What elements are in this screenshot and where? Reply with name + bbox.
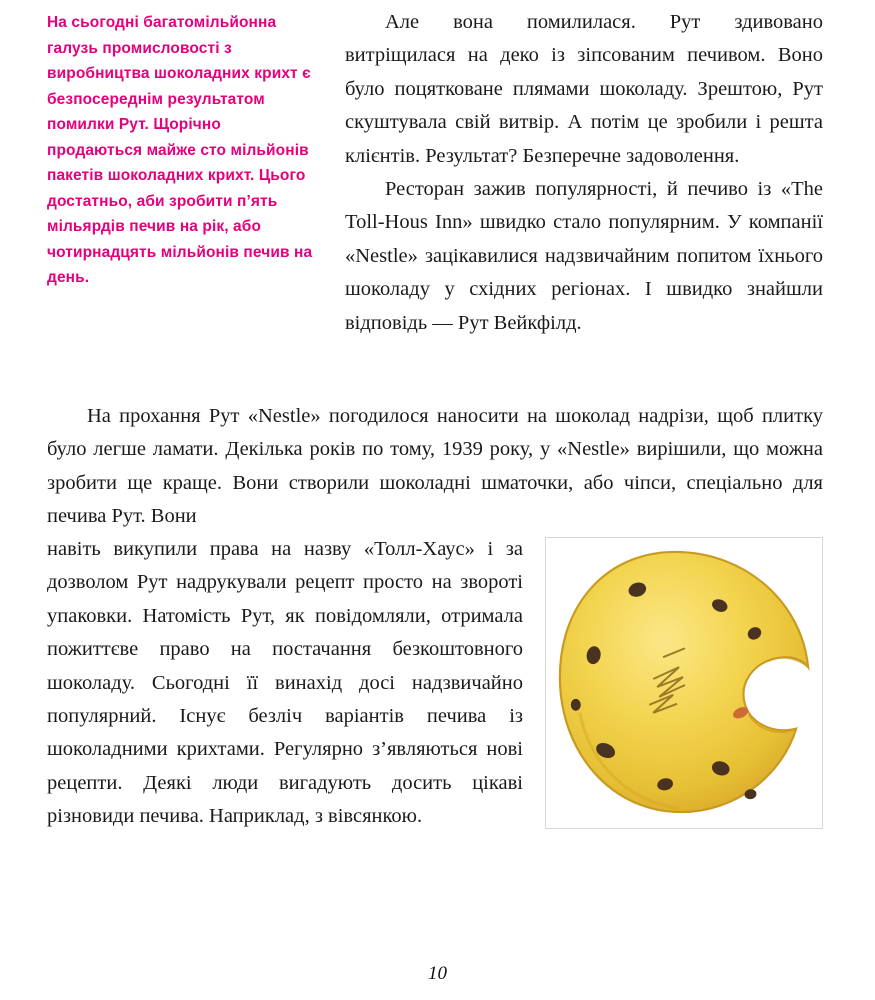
sidebar-callout <box>47 10 317 291</box>
cookie-illustration <box>545 537 823 829</box>
paragraph-1: Але вона помилилася. Рут здивовано витріщилася на деко із зіпсованим печивом. Воно було поцятковане плямами шоколаду. Зрештою, Рут скуштувала свій витвір. А потім це зробили і решта клієнтів. Результат? Безперечне задоволення. <box>345 11 823 167</box>
right-column <box>345 6 823 340</box>
full-width-block <box>47 400 823 534</box>
paragraph-2: Ресторан зажив популярності, й печиво із «The Toll-Hous Inn» швидко стало популярним. У компанії «Nestle» зацікавилися надзвичайним попитом їхнього шоколаду у східних регіонах. І швидко знайшли відповідь — Рут Вейкфілд. <box>345 178 823 334</box>
cookie-illustration-container <box>545 537 823 829</box>
wrap-block <box>47 533 823 835</box>
paragraph-4: навіть викупили права на назву «Толл-Хаус» і за дозволом Рут надрукували рецепт просто на звороті упаковки. Натомість Рут, як повідомляли, отримала пожиттєве право на постачання безкоштовного шоколаду. Сьогодні її винахід досі надзвичайно популярний. Існує безліч варіантів печива із шоколадними крихтами. Регулярно з’являються нові рецепти. Деякі люди вигадують досить цікаві різновиди печива. Наприклад, з вівсянкою. <box>47 538 523 828</box>
page-number: 10 <box>428 963 447 984</box>
callout-text: На сьогодні багатомільйонна галузь промисловості з виробництва шоколадних крихт є безпосереднім результатом помилки Рут. Щорічно продаються майже сто мільйонів пакетів шоколадних крихт. Цього достатньо, аби зробити п’ять мільярдів печив на рік, або чотирнадцять мільйонів печив на день. <box>47 14 313 286</box>
paragraph-3: На прохання Рут «Nestle» погодилося наносити на шоколад надрізи, щоб плитку було легше ламати. Декілька років по тому, 1939 року, у «Nestle» вирішили, що можна зробити ще краще. Вони створили шоколадні шматочки, або чіпси, спеціально для печива Рут. Вони <box>47 405 823 528</box>
